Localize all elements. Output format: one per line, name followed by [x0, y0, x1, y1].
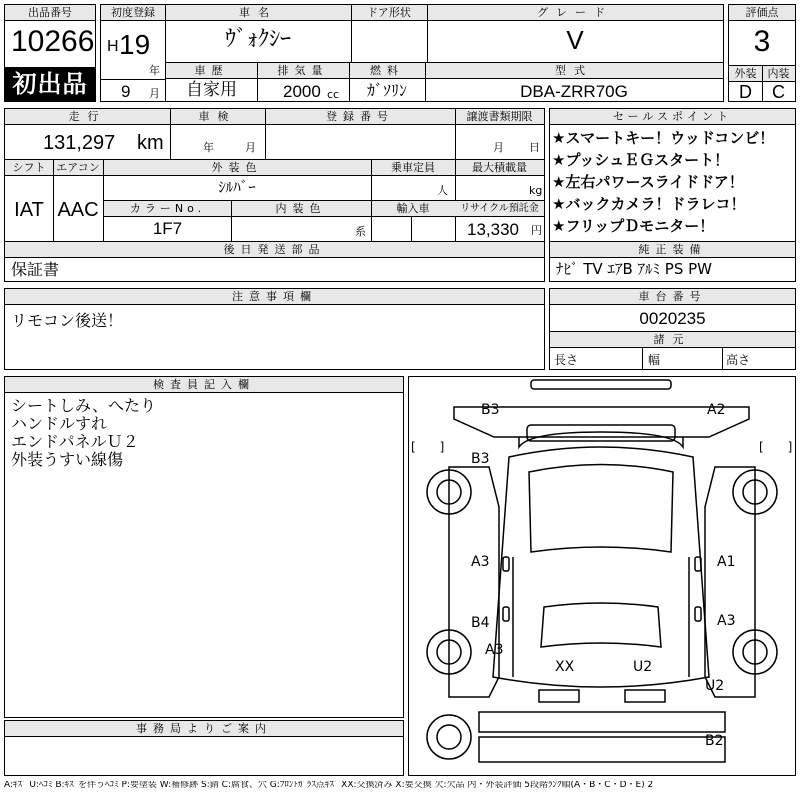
transfer-label: 譲渡書類期限	[455, 109, 544, 125]
vehicle-header-box	[100, 4, 724, 102]
length-label: 長さ	[554, 353, 579, 367]
hood-outline	[519, 432, 683, 447]
rear-view-outline	[479, 737, 725, 762]
damage-mark: A1	[717, 554, 736, 570]
recycle-label: リサイクル預託金	[455, 201, 544, 217]
model-label: 型式	[425, 63, 723, 79]
reg-month: 9	[121, 82, 131, 101]
color-no-value: 1F7	[152, 219, 183, 238]
car-name: ｳﾞｫｸｼｰ	[224, 27, 291, 52]
first-listing-text: 初出品	[12, 70, 88, 98]
recycle-unit: 円	[531, 224, 542, 237]
left-door-handle	[503, 607, 509, 621]
body-outline	[493, 447, 709, 687]
notes-value: リモコン後送！	[11, 311, 124, 330]
score-label: 評価点	[729, 5, 795, 21]
exterior-label: 外装	[729, 66, 762, 82]
spec-label: 諸元	[550, 332, 795, 348]
int-color-unit: 系	[355, 225, 366, 238]
int-color-label: 内装色	[231, 201, 371, 217]
notes-label: 注意事項欄	[5, 289, 544, 305]
equipment-label: 純正装備	[550, 242, 795, 258]
car-name-label: 車名	[165, 5, 351, 21]
damage-mark: B3	[471, 451, 490, 467]
interior-label: 内装	[762, 66, 795, 82]
sales-label: セールスポイント	[550, 109, 795, 125]
mileage-unit: km	[137, 132, 164, 154]
damage-mark: B3	[481, 402, 500, 418]
max-load-label: 最大積載量	[455, 160, 544, 176]
inspection-label: 車検	[170, 109, 265, 125]
transfer-month-unit: 月	[493, 141, 504, 154]
recycle-value: 13,330	[467, 220, 519, 239]
damage-mark: A3	[717, 613, 736, 629]
damage-mark: A3	[485, 642, 504, 658]
reg-year: 19	[119, 29, 151, 60]
inspector-line: エンドパネルＵ２	[11, 432, 139, 451]
sales-point: ★プッシュＥＧスタート！	[552, 151, 730, 169]
reg-label: 初度登録	[101, 5, 165, 21]
capacity-unit: 人	[437, 184, 448, 197]
fuel-value: ｶﾞｿﾘﾝ	[366, 81, 407, 100]
car-diagram-svg	[409, 377, 795, 775]
damage-mark: XX	[555, 659, 575, 675]
notes-box	[4, 288, 545, 370]
grade-label: グレード	[427, 5, 723, 21]
ext-color-label: 外装色	[103, 160, 371, 176]
era: H	[107, 38, 119, 55]
shift-value: IAT	[14, 199, 44, 221]
sales-point: ★バックカメラ！ドラレコ！	[552, 195, 746, 213]
door-label: ドア形状	[351, 5, 427, 21]
reg-number-label: 登録番号	[265, 109, 455, 125]
lot-box	[4, 4, 96, 102]
chassis-box	[549, 288, 796, 370]
transfer-day-unit: 日	[529, 141, 540, 154]
year-unit: 年	[149, 64, 160, 77]
rear-bumper-outline	[479, 712, 725, 732]
damage-mark: B4	[471, 615, 490, 631]
displacement-value: 2000	[283, 82, 321, 101]
inspection-month-unit: 月	[245, 141, 256, 154]
damage-mark: A2	[707, 402, 726, 418]
color-no-label: カラーNo.	[104, 201, 231, 217]
inspector-line: シートしみ、へたり	[11, 396, 156, 415]
right-door-handle	[695, 607, 701, 621]
model-value: DBA-ZRR70G	[520, 82, 628, 101]
lot-number: 10266	[11, 25, 95, 58]
displacement-label: 排気量	[257, 63, 349, 79]
info-grid	[4, 108, 545, 282]
front-bumper-outline	[531, 380, 671, 389]
history-label: 車歴	[166, 63, 257, 79]
inspector-line: ハンドルすれ	[11, 414, 108, 433]
shift-label: シフト	[5, 160, 53, 176]
import-label: 輸入車	[371, 201, 455, 217]
ac-value: AAC	[57, 199, 99, 221]
sales-points-box	[549, 108, 796, 282]
score-value: 3	[753, 25, 771, 58]
windshield-outline	[529, 465, 673, 553]
later-parts-value: 保証書	[11, 260, 60, 279]
bracket-left: [ ]	[411, 440, 445, 454]
sales-point: ★スマートキー！ウッドコンビ！	[552, 129, 775, 147]
left-mirror	[503, 557, 509, 571]
exterior-grade: D	[739, 82, 752, 102]
inspector-box	[4, 376, 404, 718]
spare-wheel	[427, 715, 471, 759]
chassis-value: 0020235	[639, 309, 706, 328]
sales-points-list	[552, 127, 774, 237]
damage-mark: B2	[705, 733, 724, 749]
equipment-value: ﾅﾋﾞ TV ｴｱB ｱﾙﾐ PS PW	[556, 260, 712, 278]
spare-hub	[437, 725, 461, 749]
bracket-right: [ ]	[759, 440, 793, 454]
first-listing-badge	[5, 67, 95, 101]
chassis-label: 車台番号	[550, 289, 795, 305]
width-label: 幅	[648, 353, 661, 367]
inspector-notes	[11, 397, 156, 469]
history-value: 自家用	[186, 80, 237, 100]
inspector-line: 外装うすい線傷	[11, 450, 124, 469]
sales-point: ★左右パワースライドドア！	[552, 173, 744, 191]
later-parts-label: 後日発送部品	[5, 242, 544, 258]
mileage-value: 131,297	[43, 132, 116, 154]
legend: A:ｷｽﾞ U:ﾍｺﾐ B:ｷｽﾞを伴うﾍｺﾐ P:要塗装 W:補修跡 S:錆 C:腐食、穴 G:ﾌﾛﾝﾄｶﾞﾗｽ点ｷｽﾞ XX:交換済み X:要交換 欠:欠品 内・外装評価 5段階ﾗﾝｸ順(A・B・C・D・E) 2	[4, 781, 654, 790]
ext-color-value: ｼﾙﾊﾞｰ	[218, 178, 256, 196]
windshield-top-outline	[527, 425, 675, 441]
damage-mark: A3	[471, 554, 490, 570]
month-unit: 月	[149, 87, 160, 100]
ac-label: エアコン	[53, 160, 103, 176]
car-diagram	[408, 376, 796, 776]
mileage-label: 走行	[5, 109, 170, 125]
capacity-label: 乗車定員	[371, 160, 455, 176]
damage-mark: U2	[633, 659, 653, 675]
inspection-year-unit: 年	[203, 141, 214, 154]
fuel-label: 燃料	[349, 63, 425, 79]
rear-window-outline	[541, 603, 661, 647]
tail-lamp-right	[625, 690, 665, 702]
score-box	[728, 4, 796, 102]
sales-point: ★フリップＤモニター！	[552, 217, 715, 235]
inspector-label: 検査員記入欄	[5, 377, 403, 393]
tail-lamp-left	[539, 690, 579, 702]
interior-grade: C	[772, 82, 785, 102]
office-box	[4, 720, 404, 776]
damage-mark: U2	[705, 678, 725, 694]
displacement-unit: cc	[327, 88, 340, 101]
max-load-unit: kg	[529, 184, 543, 197]
height-label: 高さ	[726, 353, 751, 367]
lot-label: 出品番号	[5, 5, 95, 21]
grade-value: V	[566, 25, 584, 55]
office-label: 事務局よりご案内	[5, 721, 403, 737]
